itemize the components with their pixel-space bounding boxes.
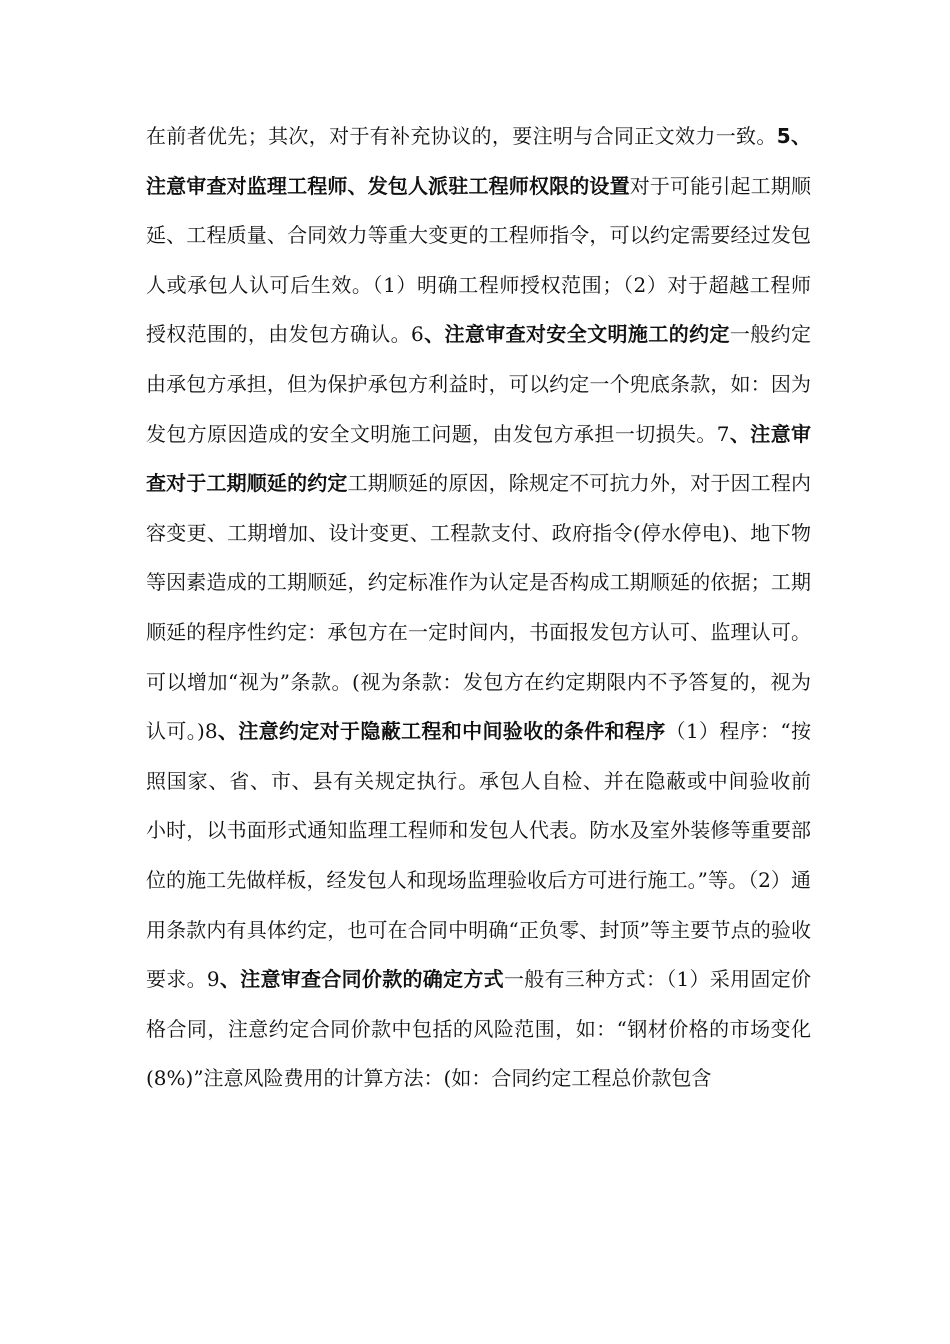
section-heading-5: 5、注意审查对监理工程师、发包人派驻工程师权限的设置 [146, 124, 811, 198]
section-heading-7: 、注意审查对于工期顺延的约定 [146, 421, 812, 496]
section-heading-9: 、注意审查合同价款的确定方式 [219, 967, 504, 992]
text-segment: 一般有三种方式：（1）采用固定价格合同，注意约定合同价款中包括的风险范围，如：“钢材价格的市场变化(8%)”注意风险费用的计算方法：(如：合同约定工程总价款包含 [146, 967, 811, 1091]
text-segment: 在前者优先；其次，对于有补充协议的，要注明与合同正文效力一致。 [146, 124, 777, 148]
text-segment: 一般约定由承包方承担，但为保护承包方利益时，可以约定一个兜底条款，如：因为发包方原因造成的安全文明施工问题，由发包方承担一切损失。7 [146, 322, 812, 446]
section-heading-6: 、注意审查对安全文明施工的约定 [423, 322, 730, 347]
text-segment: （1）程序：“按照国家、省、市、县有关规定执行。承包人自检、并在隐蔽或中间验收前 小时，以书面形式通知监理工程师和发包人代表。防水及室外装修等重要部位的施工先做样板，经发包人和现场监理验收后方可进行施工。”等。（2）通用条款内有具体约定，也可在合同中明确“正负零、封顶”等主要节点的验收要求。9 [146, 719, 831, 992]
text-segment: 对于可能引起工期顺延、工程质量、合同效力等重大变更的工程师指令，可以约定需要经过发包人或承包人认可后生效。（1）明确工程师授权范围；（2）对于超越工程师授权范围的，由发包方确认。6 [146, 173, 811, 347]
document-body-text [146, 112, 831, 1104]
section-heading-8: 、注意约定对于隐蔽工程和中间验收的条件和程序 [217, 719, 666, 744]
text-segment: 工期顺延的原因，除规定不可抗力外，对于因工程内容变更、工期增加、设计变更、工程款支付、政府指令(停水停电)、地下物等因素造成的工期顺延，约定标准作为认定是否构成工期顺延的依据；工期顺延的程序性约定：承包方在一定时间内，书面报发包方认可、监理认可。可以增加“视为”条款。(视为条款：发包方在约定期限内不予答复的，视为认可。)8 [146, 471, 811, 744]
